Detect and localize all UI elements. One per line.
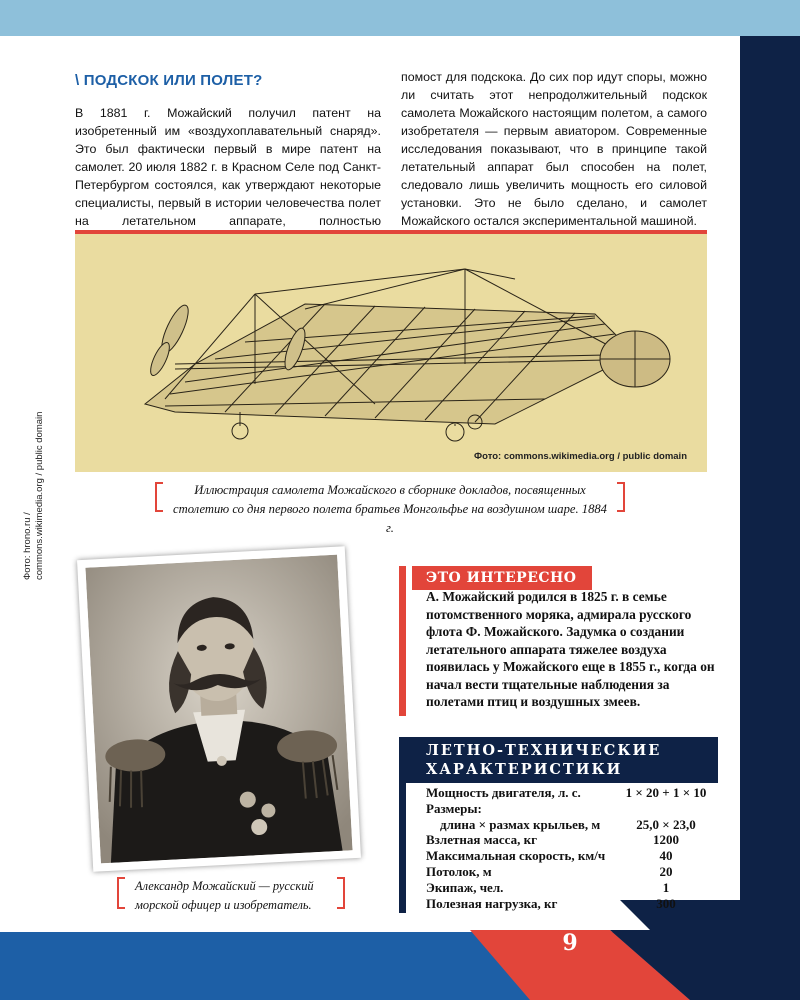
spec-row xyxy=(426,880,716,896)
spec-row xyxy=(426,817,716,833)
spec-label: Мощность двигателя, л. с. xyxy=(426,785,581,800)
portrait-drawing xyxy=(85,555,352,864)
spec-value: 20 xyxy=(659,863,673,879)
specs-table xyxy=(426,785,716,911)
portrait-credit: Фото: hrono.ru / commons.wikimedia.org / public domain xyxy=(22,411,45,580)
airplane-drawing xyxy=(75,234,707,472)
specs-box xyxy=(399,737,707,913)
interesting-text: А. Можайский родился в 1825 г. в семье потомственного моряка, адмирала русского флота Ф. Можайского. Задумка о создании летательного аппарата тяжелее воздуха появилась у Можайского еще в 1855 г., когда он начал вести тщательные наблюдения за полетами птиц и воздушных змеев. xyxy=(426,589,715,709)
interesting-title: ЭТО ИНТЕРЕСНО xyxy=(412,566,592,590)
spec-row xyxy=(426,801,716,817)
spec-value: 25,0 × 23,0 xyxy=(636,816,696,832)
spec-value: 1 xyxy=(662,879,670,895)
photo-credit: Фото: commons.wikimedia.org / public domain xyxy=(474,451,687,462)
spec-value: 300 xyxy=(656,895,676,911)
spec-row xyxy=(426,864,716,880)
caption2-bracket-right xyxy=(337,877,345,909)
spec-value: 1 × 20 + 1 × 10 xyxy=(625,785,707,800)
spec-label: длина × размах крыльев, м xyxy=(440,816,601,832)
airplane-illustration xyxy=(75,230,707,472)
spec-label: Взлетная масса, кг xyxy=(426,832,537,848)
text-column-2: помост для подскока. До сих пор идут споры, можно ли считать этот непродолжительный подскок самолета Можайского настоящим полетом, а самого изобретателя — первым авиатором. Современные исследования показывают, что в принципе такой летательный аппарат был способен на полет, следовало лишь увеличить мощность его силовой установки. Это не было сделано, и самолет Можайского остался экспериментальной машиной. xyxy=(401,70,707,228)
spec-row xyxy=(426,896,716,912)
top-color-band xyxy=(0,0,800,36)
specs-title: ЛЕТНО-ТЕХНИЧЕСКИЕ ХАРАКТЕРИСТИКИ xyxy=(406,737,718,783)
spec-label: Максимальная скорость, км/ч xyxy=(426,848,606,864)
spec-row xyxy=(426,785,716,801)
text-column-1-body: В 1881 г. Можайский получил патент на изобретенный им «воздухоплавательный снаряд». Это был фактически первый в мире патент на самолет. 20 июля 1882 г. в Красном Селе под Санкт-Петербургом состоялся, как утверждают некоторые специалисты, первый в истории человечества полет на летательном аппарате, полностью xyxy=(75,106,381,228)
spec-row xyxy=(426,832,716,848)
portrait-photo xyxy=(77,546,361,872)
bottom-decor xyxy=(0,900,800,1000)
caption-bracket-left xyxy=(155,482,163,512)
page-number: 9 xyxy=(562,930,578,956)
caption2-bracket-left xyxy=(117,877,125,909)
spec-label: Экипаж, чел. xyxy=(426,879,504,895)
spec-label: Полезная нагрузка, кг xyxy=(426,895,558,911)
interesting-box xyxy=(399,566,715,716)
caption-bracket-right xyxy=(617,482,625,512)
spec-value: 40 xyxy=(659,848,673,864)
spec-row xyxy=(426,848,716,864)
spec-value: 1200 xyxy=(653,832,679,848)
section-heading: \ ПОДСКОК ИЛИ ПОЛЕТ? xyxy=(75,72,263,89)
portrait-caption: Александр Можайский — русский морской офицер и изобретатель. xyxy=(135,879,314,912)
spec-label: Потолок, м xyxy=(426,863,492,879)
spec-label: Размеры: xyxy=(426,800,482,816)
right-color-band xyxy=(740,36,800,1000)
illustration-caption: Иллюстрация самолета Можайского в сборнике докладов, посвященных столетию со дня первого полета братьев Монгольфье на воздушном шаре. 1884 г. xyxy=(173,483,607,535)
